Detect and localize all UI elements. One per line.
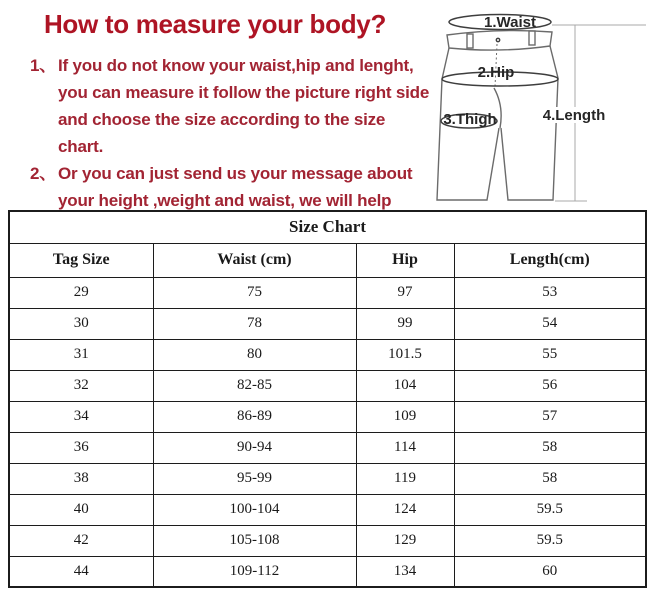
size-cell: 124	[356, 494, 454, 525]
size-cell: 82-85	[153, 370, 356, 401]
table-row	[9, 494, 646, 525]
size-cell: 38	[9, 463, 153, 494]
table-row	[9, 370, 646, 401]
size-cell: 114	[356, 432, 454, 463]
column-header-hip: Hip	[356, 243, 454, 277]
size-chart-title: Size Chart	[9, 211, 646, 243]
size-cell: 100-104	[153, 494, 356, 525]
size-cell: 80	[153, 339, 356, 370]
instruction-line: your height ,weight and waist, we will help	[58, 191, 392, 210]
size-cell: 109	[356, 401, 454, 432]
size-cell: 59.5	[454, 494, 646, 525]
size-cell: 32	[9, 370, 153, 401]
table-row	[9, 308, 646, 339]
waist-label: 1.Waist	[484, 14, 536, 31]
size-cell: 134	[356, 556, 454, 587]
measurement-diagram	[425, 0, 653, 210]
column-header-row	[9, 243, 646, 277]
instruction-line: and choose the size according to the size chart.	[58, 110, 386, 156]
instruction-text	[58, 52, 432, 160]
size-cell: 109-112	[153, 556, 356, 587]
size-cell: 105-108	[153, 525, 356, 556]
table-row	[9, 432, 646, 463]
size-cell: 31	[9, 339, 153, 370]
thigh-label: 3.Thigh	[443, 111, 497, 128]
table-row	[9, 339, 646, 370]
size-chart-body	[9, 277, 646, 587]
instruction-item	[30, 52, 432, 160]
column-header-tag-size: Tag Size	[9, 243, 153, 277]
size-cell: 30	[9, 308, 153, 339]
size-cell: 36	[9, 432, 153, 463]
table-row	[9, 525, 646, 556]
size-cell: 90-94	[153, 432, 356, 463]
size-cell: 75	[153, 277, 356, 308]
hip-label: 2.Hip	[477, 64, 515, 81]
size-cell: 53	[454, 277, 646, 308]
instruction-line: Or you can just send us your message about	[58, 164, 413, 183]
size-cell: 119	[356, 463, 454, 494]
table-row	[9, 556, 646, 587]
size-cell: 42	[9, 525, 153, 556]
size-cell: 104	[356, 370, 454, 401]
size-cell: 129	[356, 525, 454, 556]
size-cell: 54	[454, 308, 646, 339]
size-cell: 40	[9, 494, 153, 525]
size-cell: 57	[454, 401, 646, 432]
size-cell: 99	[356, 308, 454, 339]
size-chart-title-row	[9, 211, 646, 243]
size-cell: 97	[356, 277, 454, 308]
column-header-length: Length(cm)	[454, 243, 646, 277]
instruction-line: If you do not know your waist,hip and lenght,	[58, 56, 414, 75]
length-label: 4.Length	[542, 107, 606, 124]
size-cell: 86-89	[153, 401, 356, 432]
column-header-waist: Waist (cm)	[153, 243, 356, 277]
size-cell: 60	[454, 556, 646, 587]
size-chart-table	[8, 210, 647, 588]
size-cell: 58	[454, 432, 646, 463]
instruction-number: 2、	[30, 164, 57, 183]
table-row	[9, 401, 646, 432]
page-title: How to measure your body?	[43, 9, 387, 39]
size-cell: 56	[454, 370, 646, 401]
size-cell: 78	[153, 308, 356, 339]
table-row	[9, 463, 646, 494]
size-cell: 59.5	[454, 525, 646, 556]
table-row	[9, 277, 646, 308]
size-cell: 95-99	[153, 463, 356, 494]
size-cell: 34	[9, 401, 153, 432]
instruction-number: 1、	[30, 56, 57, 75]
shorts-diagram-icon	[425, 0, 653, 210]
size-cell: 58	[454, 463, 646, 494]
size-cell: 29	[9, 277, 153, 308]
size-cell: 44	[9, 556, 153, 587]
size-cell: 55	[454, 339, 646, 370]
size-cell: 101.5	[356, 339, 454, 370]
instruction-line: you can measure it follow the picture right side	[58, 83, 430, 102]
